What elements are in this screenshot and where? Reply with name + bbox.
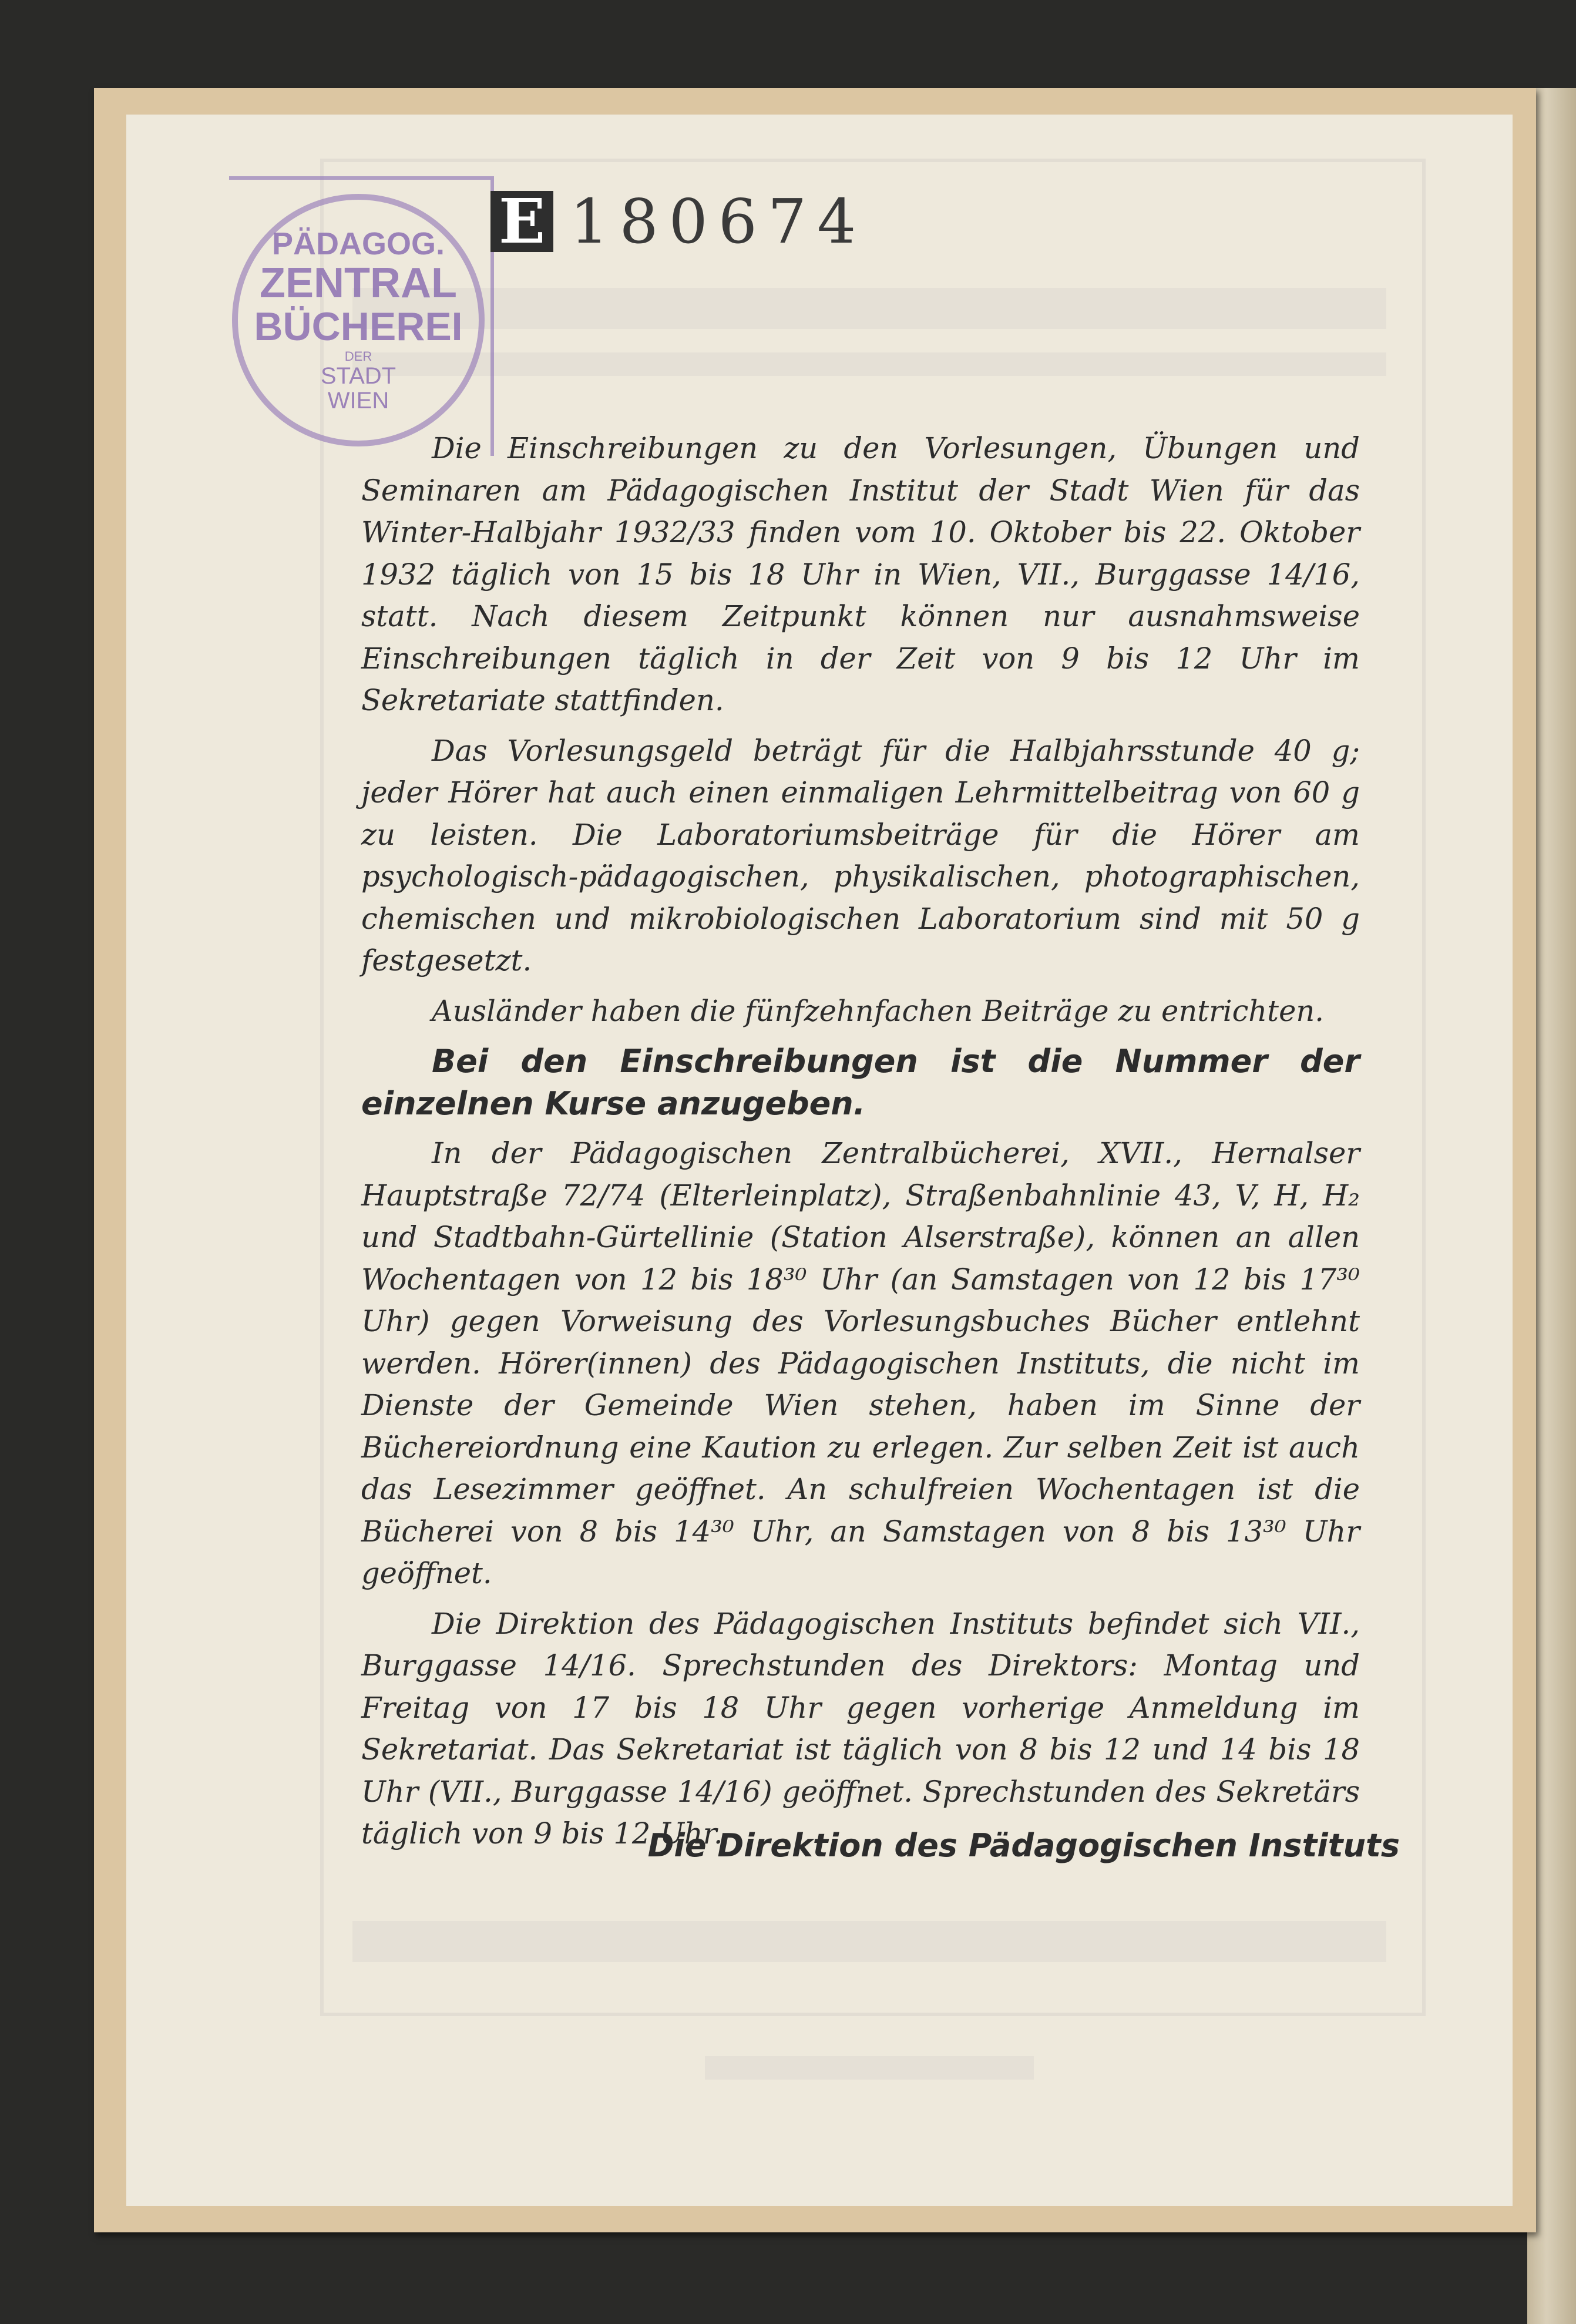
body-text — [361, 428, 1360, 1863]
library-stamp — [232, 194, 485, 446]
stamp-line: ZENTRAL — [260, 260, 457, 307]
accession-letter: E — [490, 191, 553, 252]
stamp-line: STADT — [320, 363, 396, 389]
paragraph-library: In der Pädagogischen Zentralbücherei, XVII., Hernalser Hauptstraße 72/74 (Elterleinplatz), Straßenbahnlinie 43, V, H, H₂ und Stadtbahn-Gürtellinie (Station Alserstraße), können an allen Wochentagen von 12 bis 18³⁰ Uhr (an Samstagen von 12 bis 17³⁰ Uhr) gegen Vorweisung des Vorlesungsbuches Bücher entlehnt werden. Hörer(innen) des Pädagogischen Instituts, die nicht im Dienste der Gemeinde Wien stehen, haben im Sinne der Büchereiordnung eine Kaution zu erlegen. Zur selben Zeit ist auch das Lesezimmer geöffnet. An schulfreien Wochentagen ist die Bücherei von 8 bis 14³⁰ Uhr, an Samstagen von 8 bis 13³⁰ Uhr geöffnet. — [361, 1136, 1360, 1590]
show-through-line — [705, 2056, 1034, 2080]
paragraph-fees: Das Vorlesungsgeld beträgt für die Halbjahrsstunde 40 g; jeder Hörer hat auch einen einmaligen Lehrmittelbeitrag von 60 g zu leisten. Die Laboratoriumsbeiträge für die Hörer am psychologisch-pädagogischen, physikalischen, photographischen, chemischen und mikrobiologischen Laboratorium sind mit 50 g festgesetzt. — [361, 733, 1360, 978]
signature: Die Direktion des Pädagogischen Instituts — [647, 1827, 1400, 1864]
stamp-line: PÄDAGOG. — [271, 226, 445, 261]
show-through-line — [352, 288, 1386, 329]
accession-number — [490, 185, 867, 257]
stamp-line: DER — [344, 349, 372, 364]
paragraph-foreigners: Ausländer haben die fünfzehnfachen Beiträge zu entrichten. — [432, 993, 1324, 1028]
paragraph-enrollment: Die Einschreibungen zu den Vorlesungen, Übungen und Seminaren am Pädagogischen Institut der Stadt Wien für das Winter-Halbjahr 1932/33 finden vom 10. Oktober bis 22. Oktober 1932 täglich von 15 bis 18 Uhr in Wien, VII., Burggasse 14/16, statt. Nach diesem Zeitpunkt können nur ausnahmsweise Einschreibungen täglich in der Zeit von 9 bis 12 Uhr im Sekretariate stattfinden. — [361, 431, 1360, 717]
paragraph-direction: Die Direktion des Pädagogischen Instituts befindet sich VII., Burggasse 14/16. Sprechstunden des Direktors: Montag und Freitag von 17 bis 18 Uhr gegen vorherige Anmeldung im Sekretariat. Das Sekretariat ist täglich von 8 bis 12 und 14 bis 18 Uhr (VII., Burggasse 14/16) geöffnet. Sprechstunden des Sekretärs täglich von 9 bis 12 Uhr. — [361, 1606, 1360, 1851]
show-through-line — [352, 352, 1386, 376]
stamp-line: WIEN — [327, 388, 389, 414]
accession-digits: 180674 — [570, 186, 867, 257]
paragraph-course-numbers: Bei den Einschreibungen ist die Nummer der einzelnen Kurse anzugeben. — [361, 1043, 1360, 1122]
stamp-line: BÜCHEREI — [254, 304, 463, 349]
show-through-line — [352, 1921, 1386, 1962]
